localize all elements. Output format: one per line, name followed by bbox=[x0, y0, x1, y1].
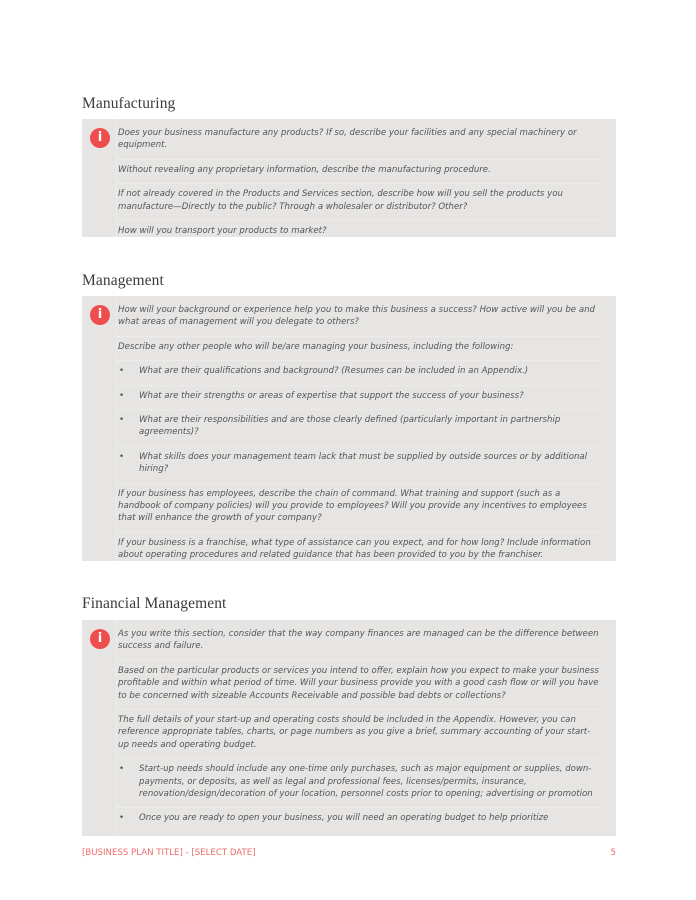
info-icon: i bbox=[90, 128, 110, 148]
tip-paragraph: How will your background or experience help you to make this business a success? How active will you be and what areas of management will you delegate to others? bbox=[118, 302, 600, 337]
tip-box-management bbox=[82, 296, 616, 561]
tip-paragraph: If not already covered in the Products and Services section, describe how will you sell the products you manufacture—Directly to the public? Through a wholesaler or distributor? Other? bbox=[118, 186, 600, 221]
tip-bullet-item: • What are their qualifications and background? (Resumes can be included in an Appendix.) bbox=[118, 363, 600, 385]
tip-content bbox=[118, 296, 616, 575]
section-heading-management: Management bbox=[82, 272, 164, 289]
page-footer bbox=[82, 848, 616, 858]
tip-content bbox=[118, 620, 616, 836]
tip-bullet-item: • What are their strengths or areas of expertise that support the success of your business? bbox=[118, 388, 600, 410]
tip-box-financial-management bbox=[82, 620, 616, 836]
tip-bullet-item: • Once you are ready to open your business, you will need an operating budget to help prioritize bbox=[118, 810, 600, 831]
tip-paragraph: Describe any other people who will be/are managing your business, including the following: bbox=[118, 339, 600, 361]
info-icon: i bbox=[90, 305, 110, 325]
section-heading-manufacturing: Manufacturing bbox=[82, 95, 176, 112]
tip-paragraph: As you write this section, consider that the way company finances are managed can be the difference between success and failure. bbox=[118, 626, 600, 661]
tip-bullet-item: • What skills does your management team lack that must be supplied by outside sources or by additional hiring? bbox=[118, 449, 600, 484]
tip-paragraph: Without revealing any proprietary information, describe the manufacturing procedure. bbox=[118, 162, 600, 184]
tip-paragraph: If your business has employees, describe the chain of command. What training and support (such as a handbook of company policies) will you provide to employees? Will you provide any incentives to employees that will enhance the growth of your company? bbox=[118, 486, 600, 533]
page-number: 5 bbox=[610, 848, 616, 858]
footer-title[interactable]: [BUSINESS PLAN TITLE] - [SELECT DATE] bbox=[82, 848, 256, 858]
info-icon: i bbox=[90, 629, 110, 649]
tip-paragraph: Based on the particular products or services you intend to offer, explain how you expect to make your business profitable and within what period of time. Will your business provide you with a good cash flow or will you have to be concerned with sizeable Accounts Receivable and possible bad debts or collections? bbox=[118, 663, 600, 710]
section-heading-financial-management: Financial Management bbox=[82, 595, 227, 612]
tip-bullet-item: • Start-up needs should include any one-time only purchases, such as major equipment or supplies, down-payments, or deposits, as well as legal and professional fees, licenses/permits, insurance, renovation/design/decoration of your location, personnel costs prior to opening; advertising or promotion bbox=[118, 761, 600, 808]
tip-bullet-item: • What are their responsibilities and are those clearly defined (particularly important in partnership agreements)? bbox=[118, 412, 600, 447]
tip-paragraph: How will you transport your products to market? bbox=[118, 226, 327, 237]
tip-paragraph: If your business is a franchise, what type of assistance can you expect, and for how long? Include information about operating procedures and related guidance that has been provided to you by the franchiser. bbox=[118, 537, 591, 561]
tip-paragraph: The full details of your start-up and operating costs should be included in the Appendix. However, you can reference appropriate tables, charts, or page numbers as you give a brief, summary accounting of your start-up needs and operating budget. bbox=[118, 712, 600, 759]
tip-paragraph: Does your business manufacture any products? If so, describe your facilities and any special machinery or equipment. bbox=[118, 125, 600, 160]
tip-content bbox=[118, 119, 616, 250]
tip-box-manufacturing bbox=[82, 119, 616, 237]
